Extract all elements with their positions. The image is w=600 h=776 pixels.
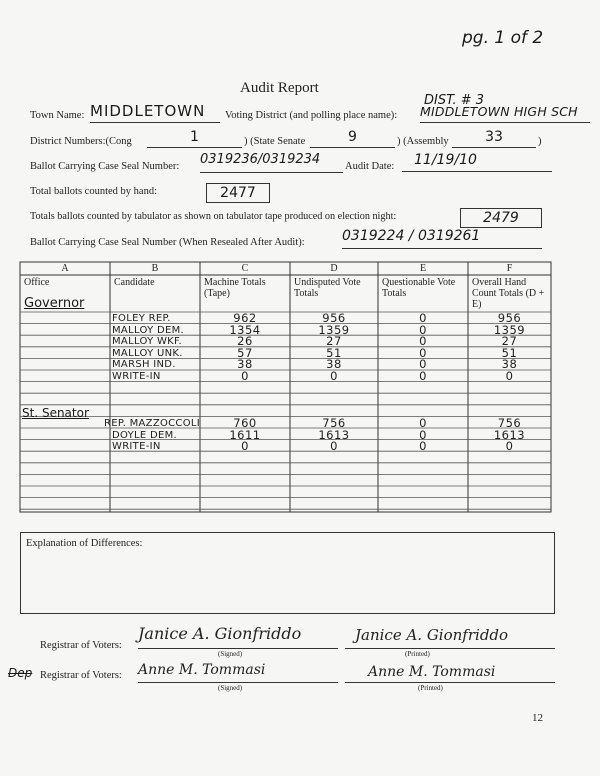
cell-f: 38	[501, 357, 518, 372]
cell-e: 0	[419, 427, 427, 442]
header-undisputed: Undisputed Vote Totals	[294, 277, 361, 299]
col-letter-c: C	[241, 263, 249, 274]
candidate-name: WRITE-IN	[112, 441, 161, 453]
signed-caption-1: (Signed)	[218, 650, 243, 658]
office-state-senator: St. Senator	[22, 406, 89, 420]
assembly-field: 33	[452, 129, 536, 148]
district-numbers-label: District Numbers:(Cong	[30, 136, 132, 147]
cell-e: 0	[419, 334, 427, 349]
town-name-field: MIDDLETOWN	[90, 102, 220, 123]
cell-e: 0	[419, 311, 427, 325]
cell-e: 0	[419, 439, 427, 454]
registrar-label-1: Registrar of Voters:	[40, 640, 122, 651]
district-note: DIST. # 3	[424, 93, 485, 108]
cell-f: 956	[497, 311, 522, 325]
cell-d: 956	[322, 311, 346, 325]
cell-c: 0	[241, 439, 249, 454]
registrar-label-2: Registrar of Voters:	[40, 670, 122, 681]
cell-d: 1613	[318, 427, 350, 442]
printed-line-2	[345, 682, 555, 683]
cell-c: 0	[241, 369, 249, 383]
audit-date-label: Audit Date:	[345, 161, 395, 172]
cell-d: 0	[330, 439, 338, 454]
candidate-name: FOLEY REP.	[112, 313, 171, 324]
tabulator-count-box: 2479	[460, 208, 542, 228]
registrar-printed-2: Anne M. Tommasi	[368, 664, 496, 680]
cell-e: 0	[419, 322, 427, 337]
reseal-label: Ballot Carrying Case Seal Number (When Resealed After Audit):	[30, 237, 305, 248]
town-name-label: Town Name:	[30, 110, 85, 121]
printed-line-1	[345, 648, 555, 649]
candidate-name: MALLOY DEM.	[112, 324, 184, 336]
assembly-close-paren: )	[538, 136, 542, 147]
col-letter-d: D	[330, 263, 338, 274]
cell-f: 1613	[493, 427, 526, 442]
cell-e: 0	[419, 345, 427, 360]
cell-d: 0	[330, 369, 338, 383]
cell-c: 57	[237, 345, 253, 360]
col-letter-b: B	[151, 263, 159, 274]
hand-count-label: Total ballots counted by hand:	[30, 186, 157, 197]
cell-d: 38	[326, 357, 342, 372]
cell-c: 760	[233, 416, 257, 430]
candidate-name: MARSH IND.	[112, 359, 176, 371]
registrar-printed-1: Janice A. Gionfriddo	[355, 626, 509, 644]
cell-d: 27	[326, 334, 342, 349]
header-questionable: Questionable Vote Totals	[382, 277, 456, 299]
cell-c: 1354	[229, 322, 261, 337]
col-letter-e: E	[419, 263, 427, 274]
tabulator-label: Totals ballots counted by tabulator as shown on tabulator tape produced on election night:	[30, 211, 397, 222]
candidate-name: MALLOY WKF.	[112, 336, 182, 348]
explanation-label: Explanation of Differences:	[26, 538, 143, 549]
state-senate-label: ) (State Senate	[244, 136, 306, 147]
cell-f: 0	[505, 439, 514, 454]
office-governor: Governor	[24, 296, 85, 311]
signed-caption-2: (Signed)	[218, 684, 243, 692]
cong-field: 1	[147, 129, 242, 148]
page-title: Audit Report	[240, 80, 319, 96]
col-letter-f: F	[506, 263, 513, 274]
cell-c: 38	[237, 357, 253, 372]
cell-f: 51	[501, 345, 518, 360]
cell-e: 0	[419, 416, 427, 430]
header-office: Office	[24, 277, 50, 288]
printed-caption-2: (Printed)	[418, 684, 443, 692]
cell-e: 0	[419, 357, 427, 372]
cell-c: 26	[237, 334, 253, 349]
candidate-name: WRITE-IN	[112, 371, 161, 382]
audit-date-field: 11/19/10	[402, 152, 552, 172]
cell-d: 51	[326, 345, 342, 360]
header-overall: Overall Hand Count Totals (D + E)	[472, 277, 545, 310]
header-machine-totals: Machine Totals (Tape)	[204, 277, 266, 299]
dep-prefix: Dep	[8, 666, 33, 680]
header-candidate: Candidate	[114, 277, 155, 288]
reseal-field: 0319224 / 0319261	[342, 228, 542, 249]
candidate-name: REP. MAZZOCCOLI	[104, 418, 200, 429]
registrar-signature-2: Anne M. Tommasi	[138, 662, 338, 683]
hand-count-box: 2477	[206, 183, 270, 203]
cell-f: 1359	[493, 322, 526, 337]
seal-label: Ballot Carrying Case Seal Number:	[30, 161, 180, 172]
page-number: 12	[532, 712, 543, 724]
state-senate-field: 9	[310, 129, 395, 148]
page-mark: pg. 1 of 2	[462, 28, 544, 48]
seal-field: 0319236/0319234	[200, 152, 343, 173]
cell-c: 962	[233, 311, 257, 325]
cell-f: 27	[501, 334, 518, 349]
voting-district-field: MIDDLETOWN HIGH SCH	[420, 104, 590, 123]
candidate-name: DOYLE DEM.	[112, 429, 178, 441]
registrar-signature-1: Janice A. Gionfriddo	[138, 624, 338, 649]
candidate-name: MALLOY UNK.	[112, 347, 183, 359]
cell-c: 1611	[229, 427, 261, 442]
assembly-label: ) (Assembly	[397, 136, 449, 147]
cell-d: 1359	[318, 322, 350, 337]
printed-caption-1: (Printed)	[405, 650, 430, 658]
cell-e: 0	[419, 369, 427, 383]
voting-district-label: Voting District (and polling place name):	[225, 110, 398, 121]
cell-d: 756	[322, 416, 346, 430]
col-letter-a: A	[61, 263, 69, 274]
cell-f: 756	[497, 416, 522, 430]
cell-f: 0	[505, 369, 514, 383]
